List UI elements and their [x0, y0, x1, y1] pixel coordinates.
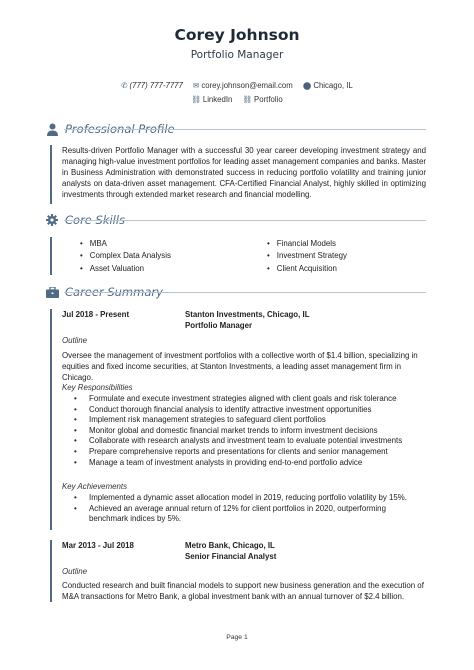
candidate-role: Portfolio Manager [190, 49, 284, 61]
list-item: • Conduct thorough financial analysis to identify attractive investment opportunities [62, 405, 424, 416]
responsibilities-label: Key Responsibilities [62, 383, 133, 392]
skill-item: • MBA [80, 238, 171, 250]
briefcase-icon [45, 285, 59, 299]
contact-email[interactable] [193, 81, 293, 90]
contact-phone [121, 81, 183, 90]
linkedin-link[interactable] [191, 95, 232, 104]
portfolio-link[interactable] [243, 95, 283, 104]
job-outline: Oversee the management of investment portfolios with a collective worth of $1.4 billion, specializing in equities and fixed income securities, at Stanton Investments, a leading asset management firm in Chicago. [62, 351, 418, 383]
list-item: • Achieved an average annual return of 12% for client portfolios in 2020, outperforming benchmark indices by 5%. [62, 504, 424, 525]
skills-title: Core Skills [65, 213, 126, 227]
job-dates: Jul 2018 - Present [62, 310, 130, 319]
career-rule [64, 292, 426, 293]
contact-line-1 [0, 81, 474, 90]
email-icon: ✉ [193, 81, 200, 90]
skill-item: • Asset Valuation [80, 263, 171, 275]
page-number: Page 1 [226, 634, 248, 641]
responsibilities-list [62, 394, 424, 468]
job-title: Senior Financial Analyst [185, 552, 277, 561]
job-dates: Mar 2013 - Jul 2018 [62, 541, 134, 550]
skill-item: • Complex Data Analysis [80, 250, 171, 262]
list-item: • Monitor global and domestic financial market trends to inform investment decisions [62, 426, 424, 437]
job-employer: Metro Bank, Chicago, IL [185, 541, 275, 550]
candidate-name: Corey Johnson [174, 26, 300, 44]
list-item: • Manage a team of investment analysts in providing end-to-end portfolio advice [62, 458, 424, 469]
list-item: • Formulate and execute investment strategies aligned with client goals and risk tolerance [62, 394, 424, 405]
skills-list-left [80, 238, 171, 275]
skills-rule [64, 220, 426, 221]
location-text: Chicago, IL [313, 81, 353, 90]
link-icon: ⛓ [191, 95, 201, 104]
achievements-label: Key Achievements [62, 482, 128, 491]
job-title: Portfolio Manager [185, 321, 253, 330]
phone-icon: ✆ [121, 81, 128, 90]
skills-bar [50, 237, 52, 275]
profile-text: Results-driven Portfolio Manager with a successful 30 year career developing investment strategy and managing high-value investment portfolios for leading asset management companies and banks. Master in Business Administration with demonstrated success in reducing portfolio volatility and training junior analysts on data-driven asset management. CFA-Certified Financial Analyst, highly skilled in optimizing investments through extended market research and financial modelling. [62, 146, 426, 200]
achievements-list [62, 493, 424, 525]
email-text: corey.johnson@email.com [201, 81, 293, 90]
gear-icon [45, 213, 59, 227]
skill-item: • Client Acquisition [267, 263, 347, 275]
profile-title: Professional Profile [65, 122, 175, 136]
job-outline: Conducted research and built financial models to support new business generation and the execution of M&A transactions for Metro Bank, a global investment bank with an annual turnover of $2.4 billion. [62, 581, 424, 602]
career-bar-1 [50, 309, 52, 530]
contact-location [303, 81, 353, 90]
profile-rule [64, 129, 426, 130]
outline-label: Outline [62, 567, 88, 576]
skills-list-right [267, 238, 347, 275]
portfolio-text: Portfolio [254, 95, 283, 104]
outline-label: Outline [62, 336, 88, 345]
list-item: • Collaborate with research analysts and investment team to evaluate potential investments [62, 436, 424, 447]
job-employer: Stanton Investments, Chicago, IL [185, 310, 310, 319]
profile-bar [50, 145, 52, 204]
career-title: Career Summary [65, 285, 163, 299]
career-bar-2 [50, 540, 52, 602]
skill-item: • Financial Models [267, 238, 347, 250]
list-item: • Implemented a dynamic asset allocation model in 2019, reducing portfolio volatility by 15%. [62, 493, 424, 504]
phone-text: (777) 777-7777 [129, 81, 183, 90]
link-icon: ⛓ [242, 95, 253, 104]
location-icon: ⬤ [302, 81, 312, 90]
contact-line-2 [0, 95, 474, 104]
skill-item: • Investment Strategy [267, 250, 347, 262]
linkedin-text: LinkedIn [202, 95, 233, 104]
list-item: • Implement risk management strategies to safeguard client portfolios [62, 415, 424, 426]
person-icon [45, 122, 59, 136]
list-item: • Prepare comprehensive reports and presentations for clients and senior management [62, 447, 424, 458]
